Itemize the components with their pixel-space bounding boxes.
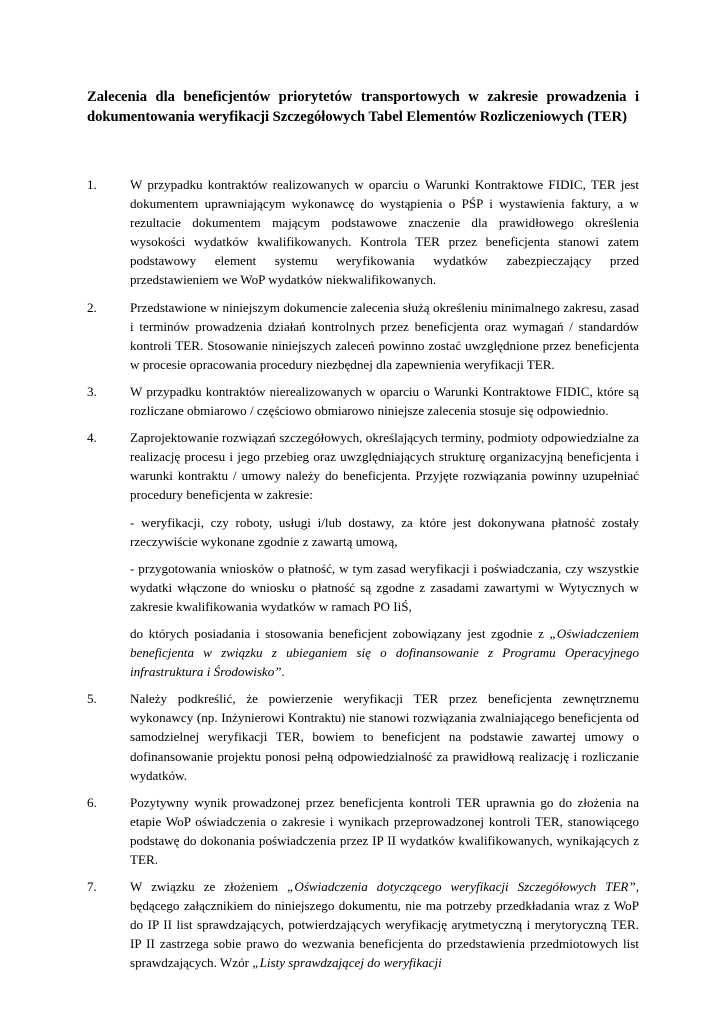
quoted-title: „Oświadczenia dotyczącego weryfikacji Szczegółowych TER” [287,879,636,895]
list-item-closing [130,624,639,681]
list-item-text: Pozytywny wynik prowadzonej przez beneficjenta kontroli TER uprawnia go do złożenia na etapie WoP oświadczenia o zakresie i wynikach przeprowadzonej kontroli TER, stanowiącego podstawę do dokonania poświadczenia przez IP II wydatków kwalifikowanych, wynikających z TER. [130,794,639,867]
list-item-number: 7. [87,879,97,895]
list-item-bullet: - weryfikacji, czy roboty, usługi i/lub dostawy, za które jest dokonywana płatność zostały rzeczywiście wykonane zgodnie z zawartą umową, [130,514,639,549]
list-item-number: 6. [87,794,97,810]
text-segment: W związku ze złożeniem [130,879,288,895]
closing-quote: „Oświadczeniem beneficjenta w związku z ubieganiem się o dofinansowanie z Programu Operacyjnego infrastruktura i Środowisko”. [130,625,639,680]
list-item [87,793,639,869]
closing-text: do których posiadania i stosowania beneficjent zobowiązany jest zgodnie z [130,625,550,641]
document-title: Zalecenia dla beneficjentów priorytetów transportowych w zakresie prowadzenia i dokumentowania weryfikacji Szczegółowych Tabel Elementów Rozliczeniowych (TER) [87,89,639,125]
list-item [87,382,639,420]
list-item [87,689,639,784]
list-item [87,428,639,681]
document-body [87,175,639,981]
text-segment: , będącego załącznikiem do niniejszego dokumentu, nie ma potrzeby przedkładania wraz z WoP do IP II list sprawdzających, potwierdzających weryfikację arytmetyczną i merytoryczną TER. IP II zastrzega sobie prawo do wezwania beneficjenta do przedstawienia przedmiotowych list sprawdzających. Wzór [130,879,639,971]
list-item-number: 1. [87,177,97,192]
list-item-number: 4. [87,430,97,446]
quoted-title: „Listy sprawdzającej do weryfikacji [252,955,442,971]
list-item-text: Należy podkreślić, że powierzenie weryfikacji TER przez beneficjenta zewnętrznemu wykonawcy (np. Inżynierowi Kontraktu) nie stanowi rozwiązania zwalniającego beneficjenta od samodzielnej weryfikacji TER, bowiem to beneficjent na podstawie zawartej umowy o dofinansowanie projektu ponosi pełną odpowiedzialność za prawidłową realizację i rozliczanie wydatków. [130,691,639,783]
list-item-number: 3. [87,383,97,399]
list-item [87,298,639,374]
list-item-number: 2. [87,299,97,315]
list-item-text: Zaprojektowanie rozwiązań szczegółowych, określających terminy, podmioty odpowiedzialne za realizację procesu i jego przebieg oraz uwzględniających strukturę organizacyjną beneficjenta i warunki kontraktu / umowy należy do beneficjenta. Przyjęte rozwiązania powinny uzupełniać procedury beneficjenta w zakresie: [130,430,639,503]
list-item-bullet: - przygotowania wniosków o płatność, w tym zasad weryfikacji i poświadczania, czy wszystkie wydatki włączone do wniosku o płatność są zgodne z zasadami zawartymi w Wytycznych w zakresie kwalifikowania wydatków w ramach PO IiŚ, [130,560,639,614]
list-item-text [130,877,639,972]
list-item [87,877,639,972]
list-item [87,175,639,290]
list-item-text: W przypadku kontraktów nierealizowanych w oparciu o Warunki Kontraktowe FIDIC, które są rozliczane obmiarowo / częściowo obmiarowo niniejsze zalecenia stosuje się odpowiednio. [130,383,639,419]
list-item-text: W przypadku kontraktów realizowanych w oparciu o Warunki Kontraktowe FIDIC, TER jest dokumentem uprawniającym wykonawcę do wystąpienia o PŚP i wystawienia faktury, a w rezultacie dokumentem mającym podstawowe znaczenie dla prawidłowego określenia wysokości wydatków kwalifikowanych. Kontrola TER przez beneficjenta stanowi zatem podstawowy element systemu weryfikowania wydatków zabezpieczający przed przedstawieniem we WoP wydatków niekwalifikowanych. [130,177,639,288]
list-item-text: Przedstawione w niniejszym dokumencie zalecenia służą określeniu minimalnego zakresu, zasad i terminów prowadzenia działań kontrolnych przez beneficjenta oraz wymagań / standardów kontroli TER. Stosowanie niniejszych zaleceń powinno zostać uwzględnione przez beneficjenta w procesie opracowania procedury niezbędnej dla zapewnienia weryfikacji TER. [130,299,639,372]
list-item-number: 5. [87,691,97,707]
